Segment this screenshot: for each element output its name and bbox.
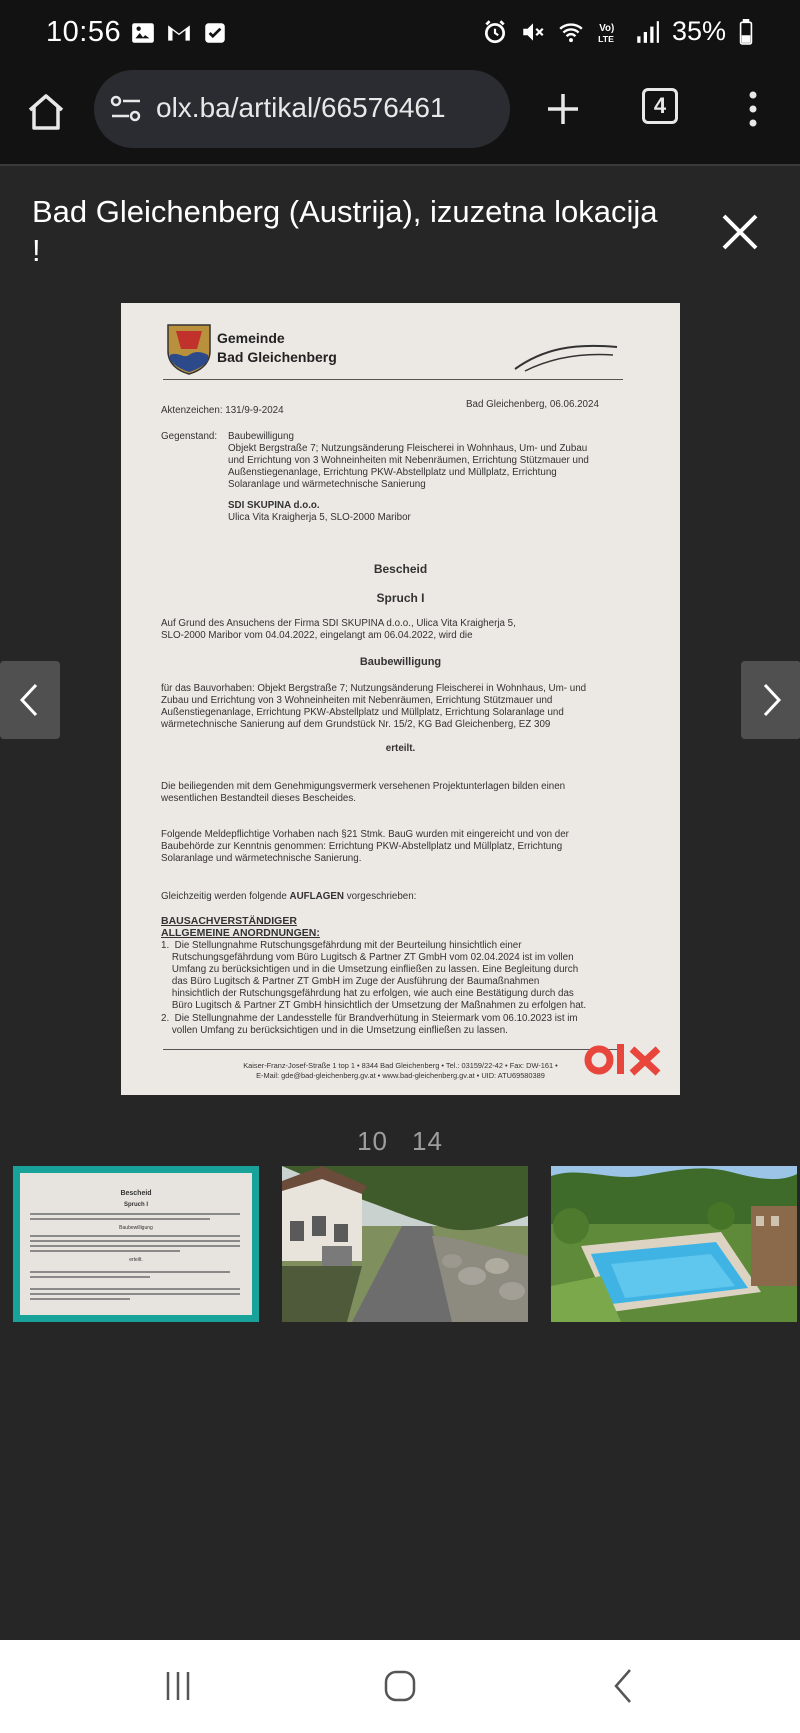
subject-line: Objekt Bergstraße 7; Nutzungsänderung Fleischerei in Wohnhaus, Um- und Zubau [228,443,588,454]
more-menu-icon[interactable] [738,86,768,132]
thumbnail-document-image [20,1173,252,1315]
alarm-icon [482,19,508,45]
doc-para-line: wesentlichen Bestandteil dieses Bescheides. [161,793,356,804]
doc-para-line: Zubau und Errichtung von 3 Wohneinheiten mit Nebenräumen, Errichtung Stützmauer und [161,695,553,706]
doc-para-line: Außenstiegenanlage, Errichtung PKW-Abstellplatz und Müllplatz, Errichtung Solaranlage und [161,707,564,718]
doc-addressee-name: SDI SKUPINA d.o.o. [228,500,320,511]
gallery-current-index: 10 [357,1126,388,1156]
doc-erteilt: erteilt. [385,743,416,754]
chevron-left-icon [16,683,44,717]
recent-apps-icon[interactable] [158,1666,198,1706]
doc-heading-bescheid: Bescheid [373,562,428,576]
doc-item-line: Umfang zu berücksichtigen und in die Umsetzung einfließen zu lassen. Eine Begleitung durch [161,964,579,975]
checkbox-icon [202,20,228,46]
thumbnail-pool[interactable] [551,1166,797,1322]
subject-line: und Errichtung von 3 Wohneinheiten mit Nebenräumen, Errichtung Stützmauer und [228,455,589,466]
image-icon [130,20,156,46]
doc-para-line: Folgende Meldepflichtige Vorhaben nach §21 Stmk. BauG wurden mit eingereicht und von der [161,829,569,840]
doc-heading-spruch: Spruch I [376,591,425,605]
mute-icon [520,19,546,45]
municipality-logo-swoosh [513,339,619,373]
battery-icon [738,19,754,45]
gallery-counter [0,1126,800,1157]
doc-item-line: 2. Die Stellungnahme der Landesstelle für Brandverhütung in Steiermark vom 06.10.2023 ist im [161,1013,578,1024]
doc-heading-baubewilligung: Baubewilligung [359,656,442,668]
doc-reference: Aktenzeichen: 131/9-9-2024 [161,405,284,416]
chevron-right-icon [757,683,785,717]
previous-image-button[interactable] [0,661,60,739]
back-nav-icon[interactable] [604,1666,644,1706]
signal-icon [634,19,660,45]
footer-rule [163,1049,623,1050]
status-bar [0,0,800,70]
thumbnail-pool-image [551,1166,797,1322]
next-image-button[interactable] [741,661,800,739]
listing-title: Bad Gleichenberg (Austrija), izuzetna lokacija ! [32,194,658,268]
doc-para-line: Solaranlage und wärmetechnische Sanierung. [161,853,362,864]
doc-subject-label: Gegenstand: [161,431,218,442]
close-icon[interactable] [718,210,762,254]
doc-section-heading: ALLGEMEINE ANORDNUNGEN: [161,927,320,939]
gmail-icon [166,20,192,46]
subject-line: Solaranlage und wärmetechnische Sanierung [228,479,426,490]
doc-footer-line: E-Mail: gde@bad-gleichenberg.gv.at • www.bad-gleichenberg.gv.at • UID: ATU69580389 [256,1071,545,1080]
url-text[interactable]: olx.ba/artikal/66576461 [156,92,446,123]
home-icon[interactable] [22,88,70,136]
system-icons [482,16,754,47]
doc-addressee-address: Ulica Vita Kraigherja 5, SLO-2000 Maribor [228,512,411,523]
doc-para-line: für das Bauvorhaben: Objekt Bergstraße 7; Nutzungsänderung Fleischerei in Wohnhaus, Um- und [161,683,587,694]
thumbnail-street-view[interactable] [282,1166,528,1322]
doc-auflagen-line: Gleichzeitig werden folgende AUFLAGEN vorgeschrieben: [161,891,417,902]
android-nav-bar [0,1640,800,1733]
thumbnail-document[interactable] [13,1166,259,1322]
wifi-icon [558,19,584,45]
doc-item-line: vollen Umfang zu berücksichtigen und in die Umsetzung einfließen zu lassen. [161,1025,508,1036]
thumb-heading: Bescheid [120,1190,152,1197]
svg-text:Vo): Vo) [599,22,615,34]
municipality-name: Gemeinde Bad Gleichenberg [217,330,337,365]
doc-item-line: Büro Lugitsch & Partner ZT GmbH hinsichtlich der Umsetzung der Maßnahmen zu erfolgen hat. [161,1000,587,1011]
tab-switcher-button[interactable]: 4 [642,88,678,124]
thumb-erteilt: erteilt. [129,1257,143,1263]
doc-section-heading: BAUSACHVERSTÄNDIGER [161,915,297,927]
doc-footer-line: Kaiser-Franz-Josef-Straße 1 top 1 • 8344 Bad Gleichenberg • Tel.: 03159/22-42 • Fax: DW-161 • [243,1061,558,1070]
olx-watermark-logo [584,1041,670,1079]
subject-line: Baubewilligung [228,431,294,442]
thumb-mid: Baubewilligung [119,1225,153,1231]
doc-para-line: Baubehörde zur Kenntnis genommen: Errichtung PKW-Abstellplatz und Müllplatz, Errichtung [161,841,563,852]
address-bar[interactable] [94,70,510,148]
site-settings-icon[interactable] [110,94,142,124]
thumb-subheading: Spruch I [123,1202,149,1208]
header-rule [163,379,623,380]
subject-line: Außenstiegenanlage, Errichtung PKW-Abstellplatz und Müllplatz, Errichtung [228,467,557,478]
status-time: 10:56 [46,16,122,48]
volte-icon [596,19,622,45]
new-tab-icon[interactable] [540,86,586,132]
doc-para-line: SLO-2000 Maribor vom 04.04.2022, eingelangt am 06.04.2022, wird die [161,630,473,641]
gallery-main-image[interactable] [121,303,680,1095]
municipality-crest-icon [166,323,212,375]
doc-item-line: hinsichtlich der Rutschungsgefährdung hat zu erfolgen, wie auch eine Bestätigung durch das [161,988,574,999]
doc-place-date: Bad Gleichenberg, 06.06.2024 [466,399,599,410]
doc-item-line: das Büro Lugitsch & Partner ZT GmbH im Zuge der Ausführung der Baumaßnahmen [161,976,540,987]
doc-para-line: Auf Grund des Ansuchens der Firma SDI SKUPINA d.o.o., Ulica Vita Kraigherja 5, [161,618,516,629]
svg-text:LTE: LTE [598,33,614,44]
notification-icons [130,20,228,46]
doc-para-line: Die beiliegenden mit dem Genehmigungsvermerk versehenen Projektunterlagen bilden einen [161,781,566,792]
doc-para-line: wärmetechnische Sanierung auf dem Grundstück Nr. 15/2, KG Bad Gleichenberg, EZ 309 [161,719,551,730]
battery-percent: 35% [671,16,726,46]
thumbnail-street-image [282,1166,528,1322]
doc-item-line: Rutschungsgefährdung vom Büro Lugitsch & Partner ZT GmbH vom 02.04.2024 ist im vollen [161,952,574,963]
doc-item-line: 1. Die Stellungnahme Rutschungsgefährdung mit der Beurteilung hinsichtlich einer [161,940,522,951]
gallery-total: 14 [412,1126,443,1156]
home-nav-icon[interactable] [380,1666,420,1706]
browser-toolbar [0,70,800,164]
toolbar-divider [0,164,800,166]
